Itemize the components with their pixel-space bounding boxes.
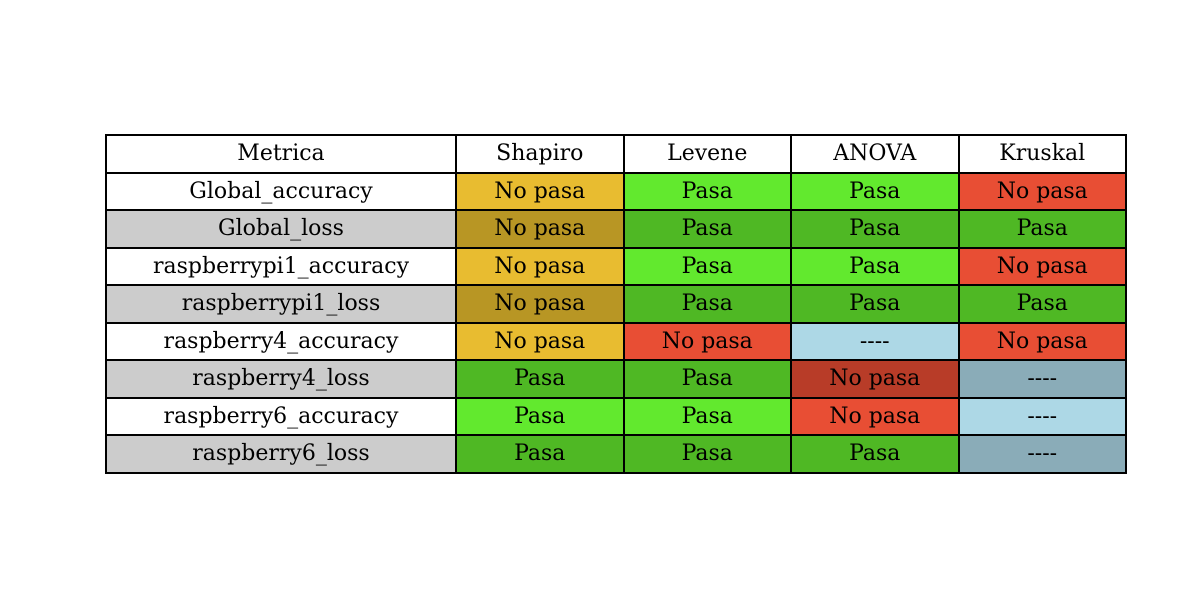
header-shapiro: Shapiro <box>456 135 624 173</box>
shapiro-result-cell: No pasa <box>456 173 624 211</box>
levene-result-cell: Pasa <box>624 285 792 323</box>
levene-result-cell: Pasa <box>624 173 792 211</box>
anova-result-cell: Pasa <box>791 285 959 323</box>
header-anova: ANOVA <box>791 135 959 173</box>
kruskal-result-cell: ---- <box>959 435 1127 473</box>
shapiro-result-cell: No pasa <box>456 323 624 361</box>
table-row <box>106 248 1126 286</box>
header-levene: Levene <box>624 135 792 173</box>
anova-result-cell: No pasa <box>791 398 959 436</box>
kruskal-result-cell: No pasa <box>959 173 1127 211</box>
metric-label-cell: raspberry4_loss <box>106 360 456 398</box>
levene-result-cell: Pasa <box>624 360 792 398</box>
anova-result-cell: Pasa <box>791 173 959 211</box>
kruskal-result-cell: Pasa <box>959 285 1127 323</box>
table-row <box>106 173 1126 211</box>
metric-label-cell: raspberry6_loss <box>106 435 456 473</box>
header-metrica: Metrica <box>106 135 456 173</box>
shapiro-result-cell: No pasa <box>456 285 624 323</box>
anova-result-cell: No pasa <box>791 360 959 398</box>
table-row <box>106 435 1126 473</box>
table-row <box>106 210 1126 248</box>
levene-result-cell: Pasa <box>624 248 792 286</box>
shapiro-result-cell: Pasa <box>456 435 624 473</box>
metric-label-cell: raspberry4_accuracy <box>106 323 456 361</box>
metric-label-cell: raspberrypi1_accuracy <box>106 248 456 286</box>
statistical-tests-table <box>105 134 1127 474</box>
table-header-row <box>106 135 1126 173</box>
table-row <box>106 323 1126 361</box>
levene-result-cell: Pasa <box>624 398 792 436</box>
anova-result-cell: Pasa <box>791 248 959 286</box>
table-row <box>106 360 1126 398</box>
anova-result-cell: ---- <box>791 323 959 361</box>
table-body <box>106 173 1126 473</box>
table-row <box>106 285 1126 323</box>
shapiro-result-cell: Pasa <box>456 398 624 436</box>
metric-label-cell: Global_accuracy <box>106 173 456 211</box>
shapiro-result-cell: Pasa <box>456 360 624 398</box>
table-row <box>106 398 1126 436</box>
metric-label-cell: raspberrypi1_loss <box>106 285 456 323</box>
kruskal-result-cell: Pasa <box>959 210 1127 248</box>
kruskal-result-cell: ---- <box>959 398 1127 436</box>
levene-result-cell: No pasa <box>624 323 792 361</box>
kruskal-result-cell: ---- <box>959 360 1127 398</box>
anova-result-cell: Pasa <box>791 210 959 248</box>
levene-result-cell: Pasa <box>624 210 792 248</box>
kruskal-result-cell: No pasa <box>959 323 1127 361</box>
header-kruskal: Kruskal <box>959 135 1127 173</box>
metric-label-cell: raspberry6_accuracy <box>106 398 456 436</box>
shapiro-result-cell: No pasa <box>456 210 624 248</box>
shapiro-result-cell: No pasa <box>456 248 624 286</box>
anova-result-cell: Pasa <box>791 435 959 473</box>
levene-result-cell: Pasa <box>624 435 792 473</box>
kruskal-result-cell: No pasa <box>959 248 1127 286</box>
metric-label-cell: Global_loss <box>106 210 456 248</box>
